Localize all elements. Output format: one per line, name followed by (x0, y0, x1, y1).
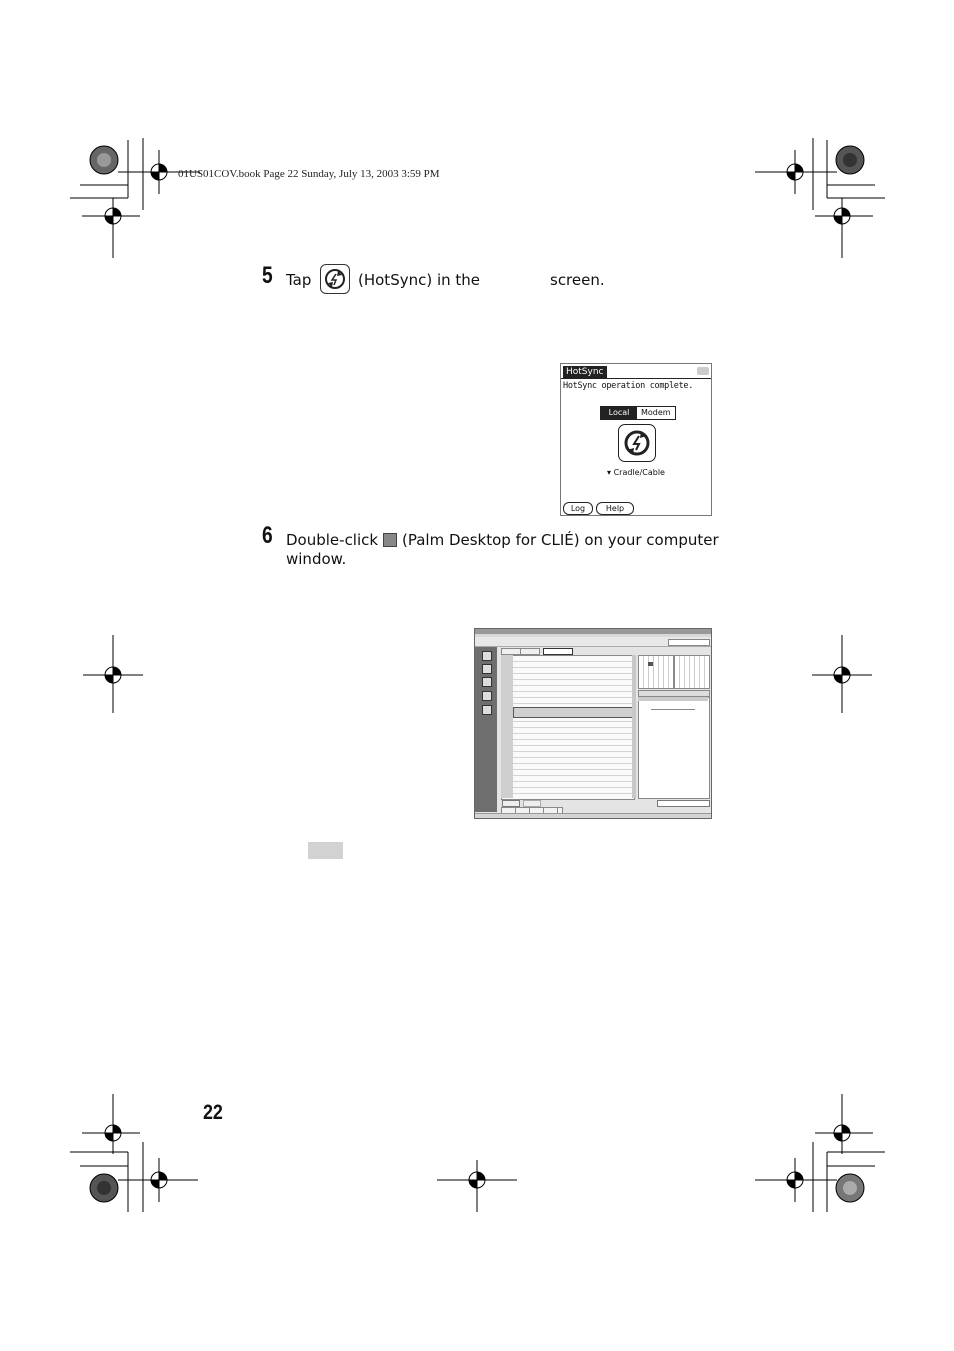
hotsync-info-icon (697, 367, 709, 375)
user-field[interactable] (668, 639, 710, 646)
step-5-text-middle: (HotSync) in the (358, 271, 481, 289)
hotsync-message: HotSync operation complete. (563, 381, 694, 391)
tip-box (308, 842, 343, 859)
crop-mark-bottom-right (745, 1092, 885, 1222)
palm-desktop-icon (383, 533, 397, 547)
crop-mark-bottom-center (437, 1160, 517, 1215)
tab-wednesday[interactable] (543, 648, 573, 655)
hotsync-mode-tabs[interactable] (600, 406, 676, 420)
hotsync-screen (560, 363, 712, 516)
hotsync-title-rule (561, 378, 711, 379)
crop-mark-mid-left (83, 635, 143, 715)
todo-tabs[interactable] (638, 690, 710, 697)
page-number: 22 (203, 1101, 223, 1124)
step-6-text-after: (Palm Desktop for CLIÉ) on your computer (402, 531, 719, 549)
step-5-text-after: screen. (550, 271, 605, 289)
step-6-text (286, 531, 726, 571)
sidebar-item-to-do[interactable] (482, 677, 492, 687)
hotsync-title: HotSync (563, 366, 607, 378)
running-head: 01US01COV.book Page 22 Sunday, July 13, 2003 3:59 PM (178, 168, 440, 180)
edit-event-button[interactable] (523, 800, 541, 807)
new-event-button[interactable] (502, 800, 520, 807)
step-6-text-before: Double-click (286, 531, 379, 549)
todo-header (638, 697, 708, 701)
step-5-number: 5 (262, 262, 273, 289)
sidebar-item-date-book[interactable] (482, 651, 492, 661)
sidebar-item-expense[interactable] (482, 705, 492, 715)
step-6-text-line2: window. (286, 550, 347, 568)
crop-mark-top-left (70, 130, 210, 260)
tab-day[interactable] (501, 648, 521, 655)
step-5-text-before: Tap (286, 271, 312, 289)
mini-calendar-right[interactable] (674, 655, 710, 689)
sidebar-item-address[interactable] (482, 664, 492, 674)
event-starting-up[interactable] (513, 707, 633, 718)
day-view (501, 655, 635, 800)
crop-mark-bottom-left (70, 1092, 210, 1222)
tab-week[interactable] (520, 648, 540, 655)
palm-desktop-window (474, 628, 712, 819)
hotsync-small-icon (320, 264, 350, 294)
today-marker (648, 662, 653, 666)
dropdown-triangle-icon: ▾ (607, 468, 614, 477)
crop-mark-top-right (745, 130, 885, 260)
mini-calendar-left[interactable] (638, 655, 674, 689)
sidebar-item-memo[interactable] (482, 691, 492, 701)
new-todo-field[interactable] (657, 800, 710, 807)
log-button[interactable]: Log (563, 502, 593, 515)
step-6-number: 6 (262, 522, 273, 549)
tab-modem[interactable]: Modem (641, 408, 671, 417)
connection-picker[interactable] (607, 468, 665, 477)
hotsync-icon (619, 425, 655, 461)
time-column (501, 655, 513, 798)
status-bar (475, 813, 711, 819)
todo-list (638, 697, 710, 799)
crop-mark-mid-right (812, 635, 872, 715)
hotsync-button[interactable] (618, 424, 656, 462)
tab-local[interactable]: Local (601, 407, 637, 419)
step-5-text (286, 264, 706, 298)
empty-list-note (651, 709, 695, 710)
day-scrollbar[interactable] (632, 655, 636, 798)
connection-label: Cradle/Cable (613, 468, 665, 477)
help-button[interactable]: Help (596, 502, 634, 515)
